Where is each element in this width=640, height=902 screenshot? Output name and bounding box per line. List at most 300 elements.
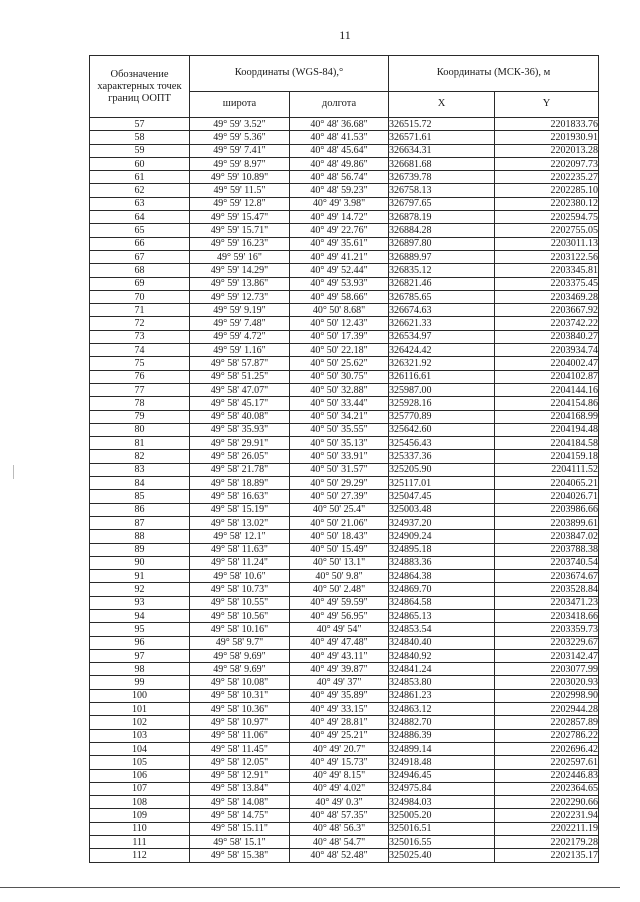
longitude-cell: 40° 49' 39.87" bbox=[290, 663, 389, 676]
y-cell: 2203020.93 bbox=[495, 676, 599, 689]
latitude-cell: 49° 59' 16.23" bbox=[190, 237, 290, 250]
y-cell: 2203471.23 bbox=[495, 596, 599, 609]
x-cell: 325117.01 bbox=[389, 477, 495, 490]
longitude-cell: 40° 49' 0.3" bbox=[290, 796, 389, 809]
table-row bbox=[90, 729, 599, 742]
x-cell: 324861.23 bbox=[389, 689, 495, 702]
table-header bbox=[90, 56, 599, 118]
y-cell: 2203742.22 bbox=[495, 317, 599, 330]
point-number: 68 bbox=[90, 264, 190, 277]
point-number: 91 bbox=[90, 570, 190, 583]
y-cell: 2203077.99 bbox=[495, 663, 599, 676]
longitude-cell: 40° 50' 29.29" bbox=[290, 477, 389, 490]
table-row bbox=[90, 623, 599, 636]
latitude-cell: 49° 59' 10.89" bbox=[190, 171, 290, 184]
point-number: 99 bbox=[90, 676, 190, 689]
scan-margin-mark bbox=[13, 465, 14, 479]
longitude-cell: 40° 49' 47.48" bbox=[290, 636, 389, 649]
y-cell: 2201930.91 bbox=[495, 131, 599, 144]
x-cell: 324918.48 bbox=[389, 756, 495, 769]
table-row bbox=[90, 157, 599, 170]
point-number: 101 bbox=[90, 703, 190, 716]
point-number: 111 bbox=[90, 836, 190, 849]
latitude-cell: 49° 58' 35.93" bbox=[190, 423, 290, 436]
y-cell: 2202594.75 bbox=[495, 211, 599, 224]
y-cell: 2202786.22 bbox=[495, 729, 599, 742]
latitude-cell: 49° 58' 10.97" bbox=[190, 716, 290, 729]
table-row bbox=[90, 330, 599, 343]
latitude-cell: 49° 58' 10.56" bbox=[190, 609, 290, 622]
latitude-cell: 49° 59' 3.52" bbox=[190, 118, 290, 131]
y-cell: 2202235.27 bbox=[495, 171, 599, 184]
x-cell: 326797.65 bbox=[389, 197, 495, 210]
x-cell: 326571.61 bbox=[389, 131, 495, 144]
y-cell: 2203375.45 bbox=[495, 277, 599, 290]
latitude-cell: 49° 58' 15.1" bbox=[190, 836, 290, 849]
table-row bbox=[90, 649, 599, 662]
header-y: Y bbox=[495, 91, 599, 117]
longitude-cell: 40° 50' 35.55" bbox=[290, 423, 389, 436]
table-row bbox=[90, 211, 599, 224]
latitude-cell: 49° 59' 14.29" bbox=[190, 264, 290, 277]
x-cell: 326835.12 bbox=[389, 264, 495, 277]
y-cell: 2204159.18 bbox=[495, 450, 599, 463]
latitude-cell: 49° 58' 18.89" bbox=[190, 477, 290, 490]
point-number: 86 bbox=[90, 503, 190, 516]
y-cell: 2204144.16 bbox=[495, 383, 599, 396]
point-number: 63 bbox=[90, 197, 190, 210]
y-cell: 2203847.02 bbox=[495, 530, 599, 543]
x-cell: 326884.28 bbox=[389, 224, 495, 237]
latitude-cell: 49° 58' 40.08" bbox=[190, 410, 290, 423]
y-cell: 2204065.21 bbox=[495, 477, 599, 490]
point-number: 112 bbox=[90, 849, 190, 862]
latitude-cell: 49° 58' 10.6" bbox=[190, 570, 290, 583]
longitude-cell: 40° 49' 43.11" bbox=[290, 649, 389, 662]
x-cell: 325456.43 bbox=[389, 437, 495, 450]
longitude-cell: 40° 50' 35.13" bbox=[290, 437, 389, 450]
longitude-cell: 40° 50' 33.44" bbox=[290, 397, 389, 410]
longitude-cell: 40° 49' 22.76" bbox=[290, 224, 389, 237]
table-row bbox=[90, 410, 599, 423]
x-cell: 324840.92 bbox=[389, 649, 495, 662]
x-cell: 324853.54 bbox=[389, 623, 495, 636]
x-cell: 326739.78 bbox=[389, 171, 495, 184]
longitude-cell: 40° 50' 8.68" bbox=[290, 304, 389, 317]
longitude-cell: 40° 48' 57.35" bbox=[290, 809, 389, 822]
point-number: 77 bbox=[90, 383, 190, 396]
y-cell: 2203840.27 bbox=[495, 330, 599, 343]
longitude-cell: 40° 49' 52.44" bbox=[290, 264, 389, 277]
table-row bbox=[90, 596, 599, 609]
x-cell: 326621.33 bbox=[389, 317, 495, 330]
y-cell: 2203899.61 bbox=[495, 516, 599, 529]
latitude-cell: 49° 58' 14.08" bbox=[190, 796, 290, 809]
table-row bbox=[90, 570, 599, 583]
latitude-cell: 49° 58' 10.73" bbox=[190, 583, 290, 596]
latitude-cell: 49° 58' 16.63" bbox=[190, 490, 290, 503]
header-longitude: долгота bbox=[290, 91, 389, 117]
longitude-cell: 40° 49' 14.72" bbox=[290, 211, 389, 224]
x-cell: 324864.38 bbox=[389, 570, 495, 583]
table-row bbox=[90, 516, 599, 529]
point-number: 72 bbox=[90, 317, 190, 330]
header-wgs84-group: Координаты (WGS-84),° bbox=[190, 56, 389, 92]
latitude-cell: 49° 59' 12.8" bbox=[190, 197, 290, 210]
point-number: 83 bbox=[90, 463, 190, 476]
y-cell: 2203986.66 bbox=[495, 503, 599, 516]
x-cell: 326821.46 bbox=[389, 277, 495, 290]
longitude-cell: 40° 48' 36.68" bbox=[290, 118, 389, 131]
table-row bbox=[90, 144, 599, 157]
longitude-cell: 40° 50' 15.49" bbox=[290, 543, 389, 556]
latitude-cell: 49° 58' 51.25" bbox=[190, 370, 290, 383]
longitude-cell: 40° 49' 54" bbox=[290, 623, 389, 636]
point-number: 90 bbox=[90, 556, 190, 569]
y-cell: 2203011.13 bbox=[495, 237, 599, 250]
header-msk36-group: Координаты (МСК-36), м bbox=[389, 56, 599, 92]
point-number: 71 bbox=[90, 304, 190, 317]
x-cell: 324865.13 bbox=[389, 609, 495, 622]
point-number: 80 bbox=[90, 423, 190, 436]
latitude-cell: 49° 58' 12.05" bbox=[190, 756, 290, 769]
latitude-cell: 49° 59' 13.86" bbox=[190, 277, 290, 290]
longitude-cell: 40° 50' 32.88" bbox=[290, 383, 389, 396]
longitude-cell: 40° 49' 58.66" bbox=[290, 290, 389, 303]
latitude-cell: 49° 59' 16" bbox=[190, 250, 290, 263]
longitude-cell: 40° 49' 56.95" bbox=[290, 609, 389, 622]
table-row bbox=[90, 317, 599, 330]
x-cell: 326116.61 bbox=[389, 370, 495, 383]
table-row bbox=[90, 689, 599, 702]
table-row bbox=[90, 131, 599, 144]
y-cell: 2203528.84 bbox=[495, 583, 599, 596]
point-number: 82 bbox=[90, 450, 190, 463]
table-row bbox=[90, 197, 599, 210]
latitude-cell: 49° 58' 10.55" bbox=[190, 596, 290, 609]
latitude-cell: 49° 59' 7.48" bbox=[190, 317, 290, 330]
x-cell: 324863.12 bbox=[389, 703, 495, 716]
y-cell: 2202211.19 bbox=[495, 822, 599, 835]
latitude-cell: 49° 58' 10.16" bbox=[190, 623, 290, 636]
x-cell: 324853.80 bbox=[389, 676, 495, 689]
longitude-cell: 40° 48' 54.7" bbox=[290, 836, 389, 849]
latitude-cell: 49° 58' 21.78" bbox=[190, 463, 290, 476]
y-cell: 2202696.42 bbox=[495, 742, 599, 755]
latitude-cell: 49° 58' 15.19" bbox=[190, 503, 290, 516]
longitude-cell: 40° 49' 33.15" bbox=[290, 703, 389, 716]
table-row bbox=[90, 609, 599, 622]
header-designation: Обозначение характерных точек границ ООПТ bbox=[90, 56, 190, 118]
table-row bbox=[90, 796, 599, 809]
point-number: 104 bbox=[90, 742, 190, 755]
point-number: 108 bbox=[90, 796, 190, 809]
table-body bbox=[90, 118, 599, 863]
table-row bbox=[90, 224, 599, 237]
point-number: 105 bbox=[90, 756, 190, 769]
x-cell: 324895.18 bbox=[389, 543, 495, 556]
y-cell: 2202380.12 bbox=[495, 197, 599, 210]
table-row bbox=[90, 530, 599, 543]
table-row bbox=[90, 769, 599, 782]
longitude-cell: 40° 49' 15.73" bbox=[290, 756, 389, 769]
longitude-cell: 40° 50' 27.39" bbox=[290, 490, 389, 503]
longitude-cell: 40° 49' 59.59" bbox=[290, 596, 389, 609]
x-cell: 326889.97 bbox=[389, 250, 495, 263]
y-cell: 2202857.89 bbox=[495, 716, 599, 729]
latitude-cell: 49° 58' 29.91" bbox=[190, 437, 290, 450]
latitude-cell: 49° 58' 10.31" bbox=[190, 689, 290, 702]
y-cell: 2204111.52 bbox=[495, 463, 599, 476]
table-row bbox=[90, 184, 599, 197]
longitude-cell: 40° 49' 4.02" bbox=[290, 782, 389, 795]
table-row bbox=[90, 543, 599, 556]
point-number: 66 bbox=[90, 237, 190, 250]
y-cell: 2202285.10 bbox=[495, 184, 599, 197]
longitude-cell: 40° 48' 49.86" bbox=[290, 157, 389, 170]
table-row bbox=[90, 782, 599, 795]
table-row bbox=[90, 290, 599, 303]
x-cell: 326674.63 bbox=[389, 304, 495, 317]
x-cell: 325047.45 bbox=[389, 490, 495, 503]
y-cell: 2204184.58 bbox=[495, 437, 599, 450]
point-number: 87 bbox=[90, 516, 190, 529]
table-row bbox=[90, 636, 599, 649]
latitude-cell: 49° 58' 12.91" bbox=[190, 769, 290, 782]
longitude-cell: 40° 49' 53.93" bbox=[290, 277, 389, 290]
longitude-cell: 40° 50' 25.4" bbox=[290, 503, 389, 516]
point-number: 85 bbox=[90, 490, 190, 503]
latitude-cell: 49° 58' 47.07" bbox=[190, 383, 290, 396]
latitude-cell: 49° 59' 12.73" bbox=[190, 290, 290, 303]
y-cell: 2203469.28 bbox=[495, 290, 599, 303]
point-number: 103 bbox=[90, 729, 190, 742]
latitude-cell: 49° 58' 9.7" bbox=[190, 636, 290, 649]
point-number: 64 bbox=[90, 211, 190, 224]
table-row bbox=[90, 822, 599, 835]
longitude-cell: 40° 50' 25.62" bbox=[290, 357, 389, 370]
x-cell: 326534.97 bbox=[389, 330, 495, 343]
y-cell: 2203345.81 bbox=[495, 264, 599, 277]
y-cell: 2202179.28 bbox=[495, 836, 599, 849]
table-row bbox=[90, 237, 599, 250]
latitude-cell: 49° 58' 13.84" bbox=[190, 782, 290, 795]
table-row bbox=[90, 477, 599, 490]
table-row bbox=[90, 676, 599, 689]
longitude-cell: 40° 49' 25.21" bbox=[290, 729, 389, 742]
point-number: 109 bbox=[90, 809, 190, 822]
table-row bbox=[90, 423, 599, 436]
latitude-cell: 49° 58' 11.06" bbox=[190, 729, 290, 742]
y-cell: 2203667.92 bbox=[495, 304, 599, 317]
point-number: 57 bbox=[90, 118, 190, 131]
y-cell: 2203122.56 bbox=[495, 250, 599, 263]
y-cell: 2202135.17 bbox=[495, 849, 599, 862]
x-cell: 325025.40 bbox=[389, 849, 495, 862]
latitude-cell: 49° 59' 15.47" bbox=[190, 211, 290, 224]
x-cell: 325770.89 bbox=[389, 410, 495, 423]
longitude-cell: 40° 48' 52.48" bbox=[290, 849, 389, 862]
latitude-cell: 49° 58' 9.69" bbox=[190, 663, 290, 676]
longitude-cell: 40° 48' 59.23" bbox=[290, 184, 389, 197]
longitude-cell: 40° 49' 28.81" bbox=[290, 716, 389, 729]
point-number: 73 bbox=[90, 330, 190, 343]
y-cell: 2202755.05 bbox=[495, 224, 599, 237]
point-number: 65 bbox=[90, 224, 190, 237]
table-row bbox=[90, 663, 599, 676]
point-number: 102 bbox=[90, 716, 190, 729]
x-cell: 326515.72 bbox=[389, 118, 495, 131]
longitude-cell: 40° 50' 30.75" bbox=[290, 370, 389, 383]
x-cell: 326424.42 bbox=[389, 344, 495, 357]
y-cell: 2202597.61 bbox=[495, 756, 599, 769]
y-cell: 2203418.66 bbox=[495, 609, 599, 622]
x-cell: 324909.24 bbox=[389, 530, 495, 543]
longitude-cell: 40° 48' 41.53" bbox=[290, 131, 389, 144]
latitude-cell: 49° 59' 15.71" bbox=[190, 224, 290, 237]
table-row bbox=[90, 250, 599, 263]
header-latitude: широта bbox=[190, 91, 290, 117]
latitude-cell: 49° 58' 15.38" bbox=[190, 849, 290, 862]
latitude-cell: 49° 58' 57.87" bbox=[190, 357, 290, 370]
y-cell: 2202290.66 bbox=[495, 796, 599, 809]
latitude-cell: 49° 59' 8.97" bbox=[190, 157, 290, 170]
y-cell: 2203359.73 bbox=[495, 623, 599, 636]
longitude-cell: 40° 49' 20.7" bbox=[290, 742, 389, 755]
y-cell: 2202013.28 bbox=[495, 144, 599, 157]
x-cell: 325987.00 bbox=[389, 383, 495, 396]
y-cell: 2202231.94 bbox=[495, 809, 599, 822]
x-cell: 325928.16 bbox=[389, 397, 495, 410]
longitude-cell: 40° 48' 56.3" bbox=[290, 822, 389, 835]
x-cell: 326897.80 bbox=[389, 237, 495, 250]
latitude-cell: 49° 58' 13.02" bbox=[190, 516, 290, 529]
x-cell: 326785.65 bbox=[389, 290, 495, 303]
x-cell: 324840.40 bbox=[389, 636, 495, 649]
table-row bbox=[90, 304, 599, 317]
x-cell: 325642.60 bbox=[389, 423, 495, 436]
y-cell: 2203740.54 bbox=[495, 556, 599, 569]
latitude-cell: 49° 58' 15.11" bbox=[190, 822, 290, 835]
point-number: 107 bbox=[90, 782, 190, 795]
y-cell: 2203229.67 bbox=[495, 636, 599, 649]
point-number: 97 bbox=[90, 649, 190, 662]
latitude-cell: 49° 58' 10.36" bbox=[190, 703, 290, 716]
table-row bbox=[90, 556, 599, 569]
latitude-cell: 49° 58' 11.45" bbox=[190, 742, 290, 755]
y-cell: 2204002.47 bbox=[495, 357, 599, 370]
latitude-cell: 49° 58' 10.08" bbox=[190, 676, 290, 689]
latitude-cell: 49° 59' 1.16" bbox=[190, 344, 290, 357]
longitude-cell: 40° 50' 22.18" bbox=[290, 344, 389, 357]
x-cell: 324899.14 bbox=[389, 742, 495, 755]
longitude-cell: 40° 50' 13.1" bbox=[290, 556, 389, 569]
point-number: 69 bbox=[90, 277, 190, 290]
x-cell: 326758.13 bbox=[389, 184, 495, 197]
latitude-cell: 49° 59' 5.36" bbox=[190, 131, 290, 144]
table-row bbox=[90, 437, 599, 450]
latitude-cell: 49° 59' 7.41" bbox=[190, 144, 290, 157]
point-number: 67 bbox=[90, 250, 190, 263]
x-cell: 325005.20 bbox=[389, 809, 495, 822]
x-cell: 324937.20 bbox=[389, 516, 495, 529]
latitude-cell: 49° 58' 9.69" bbox=[190, 649, 290, 662]
x-cell: 326321.92 bbox=[389, 357, 495, 370]
point-number: 61 bbox=[90, 171, 190, 184]
longitude-cell: 40° 50' 17.39" bbox=[290, 330, 389, 343]
point-number: 94 bbox=[90, 609, 190, 622]
point-number: 81 bbox=[90, 437, 190, 450]
table-row bbox=[90, 756, 599, 769]
x-cell: 325016.55 bbox=[389, 836, 495, 849]
point-number: 78 bbox=[90, 397, 190, 410]
point-number: 75 bbox=[90, 357, 190, 370]
table-row bbox=[90, 716, 599, 729]
bottom-rule bbox=[0, 887, 620, 888]
longitude-cell: 40° 50' 2.48" bbox=[290, 583, 389, 596]
x-cell: 325003.48 bbox=[389, 503, 495, 516]
longitude-cell: 40° 49' 3.98" bbox=[290, 197, 389, 210]
table-row bbox=[90, 397, 599, 410]
latitude-cell: 49° 59' 11.5" bbox=[190, 184, 290, 197]
coordinates-table bbox=[89, 55, 599, 863]
table-row bbox=[90, 836, 599, 849]
latitude-cell: 49° 58' 11.24" bbox=[190, 556, 290, 569]
x-cell: 324869.70 bbox=[389, 583, 495, 596]
table-row bbox=[90, 490, 599, 503]
y-cell: 2201833.76 bbox=[495, 118, 599, 131]
point-number: 70 bbox=[90, 290, 190, 303]
x-cell: 326681.68 bbox=[389, 157, 495, 170]
point-number: 92 bbox=[90, 583, 190, 596]
table-row bbox=[90, 849, 599, 862]
point-number: 76 bbox=[90, 370, 190, 383]
point-number: 93 bbox=[90, 596, 190, 609]
table-row bbox=[90, 277, 599, 290]
x-cell: 325016.51 bbox=[389, 822, 495, 835]
point-number: 96 bbox=[90, 636, 190, 649]
y-cell: 2203788.38 bbox=[495, 543, 599, 556]
x-cell: 325205.90 bbox=[389, 463, 495, 476]
longitude-cell: 40° 49' 41.21" bbox=[290, 250, 389, 263]
y-cell: 2202097.73 bbox=[495, 157, 599, 170]
longitude-cell: 40° 50' 34.21" bbox=[290, 410, 389, 423]
table-row bbox=[90, 344, 599, 357]
x-cell: 324864.58 bbox=[389, 596, 495, 609]
point-number: 89 bbox=[90, 543, 190, 556]
y-cell: 2204026.71 bbox=[495, 490, 599, 503]
y-cell: 2202446.83 bbox=[495, 769, 599, 782]
x-cell: 324882.70 bbox=[389, 716, 495, 729]
point-number: 95 bbox=[90, 623, 190, 636]
x-cell: 324886.39 bbox=[389, 729, 495, 742]
y-cell: 2202998.90 bbox=[495, 689, 599, 702]
x-cell: 324841.24 bbox=[389, 663, 495, 676]
header-x: X bbox=[389, 91, 495, 117]
point-number: 88 bbox=[90, 530, 190, 543]
point-number: 106 bbox=[90, 769, 190, 782]
longitude-cell: 40° 50' 21.06" bbox=[290, 516, 389, 529]
point-number: 74 bbox=[90, 344, 190, 357]
latitude-cell: 49° 58' 12.1" bbox=[190, 530, 290, 543]
y-cell: 2203674.67 bbox=[495, 570, 599, 583]
point-number: 84 bbox=[90, 477, 190, 490]
table-row bbox=[90, 809, 599, 822]
latitude-cell: 49° 58' 14.75" bbox=[190, 809, 290, 822]
x-cell: 324984.03 bbox=[389, 796, 495, 809]
point-number: 62 bbox=[90, 184, 190, 197]
latitude-cell: 49° 58' 26.05" bbox=[190, 450, 290, 463]
